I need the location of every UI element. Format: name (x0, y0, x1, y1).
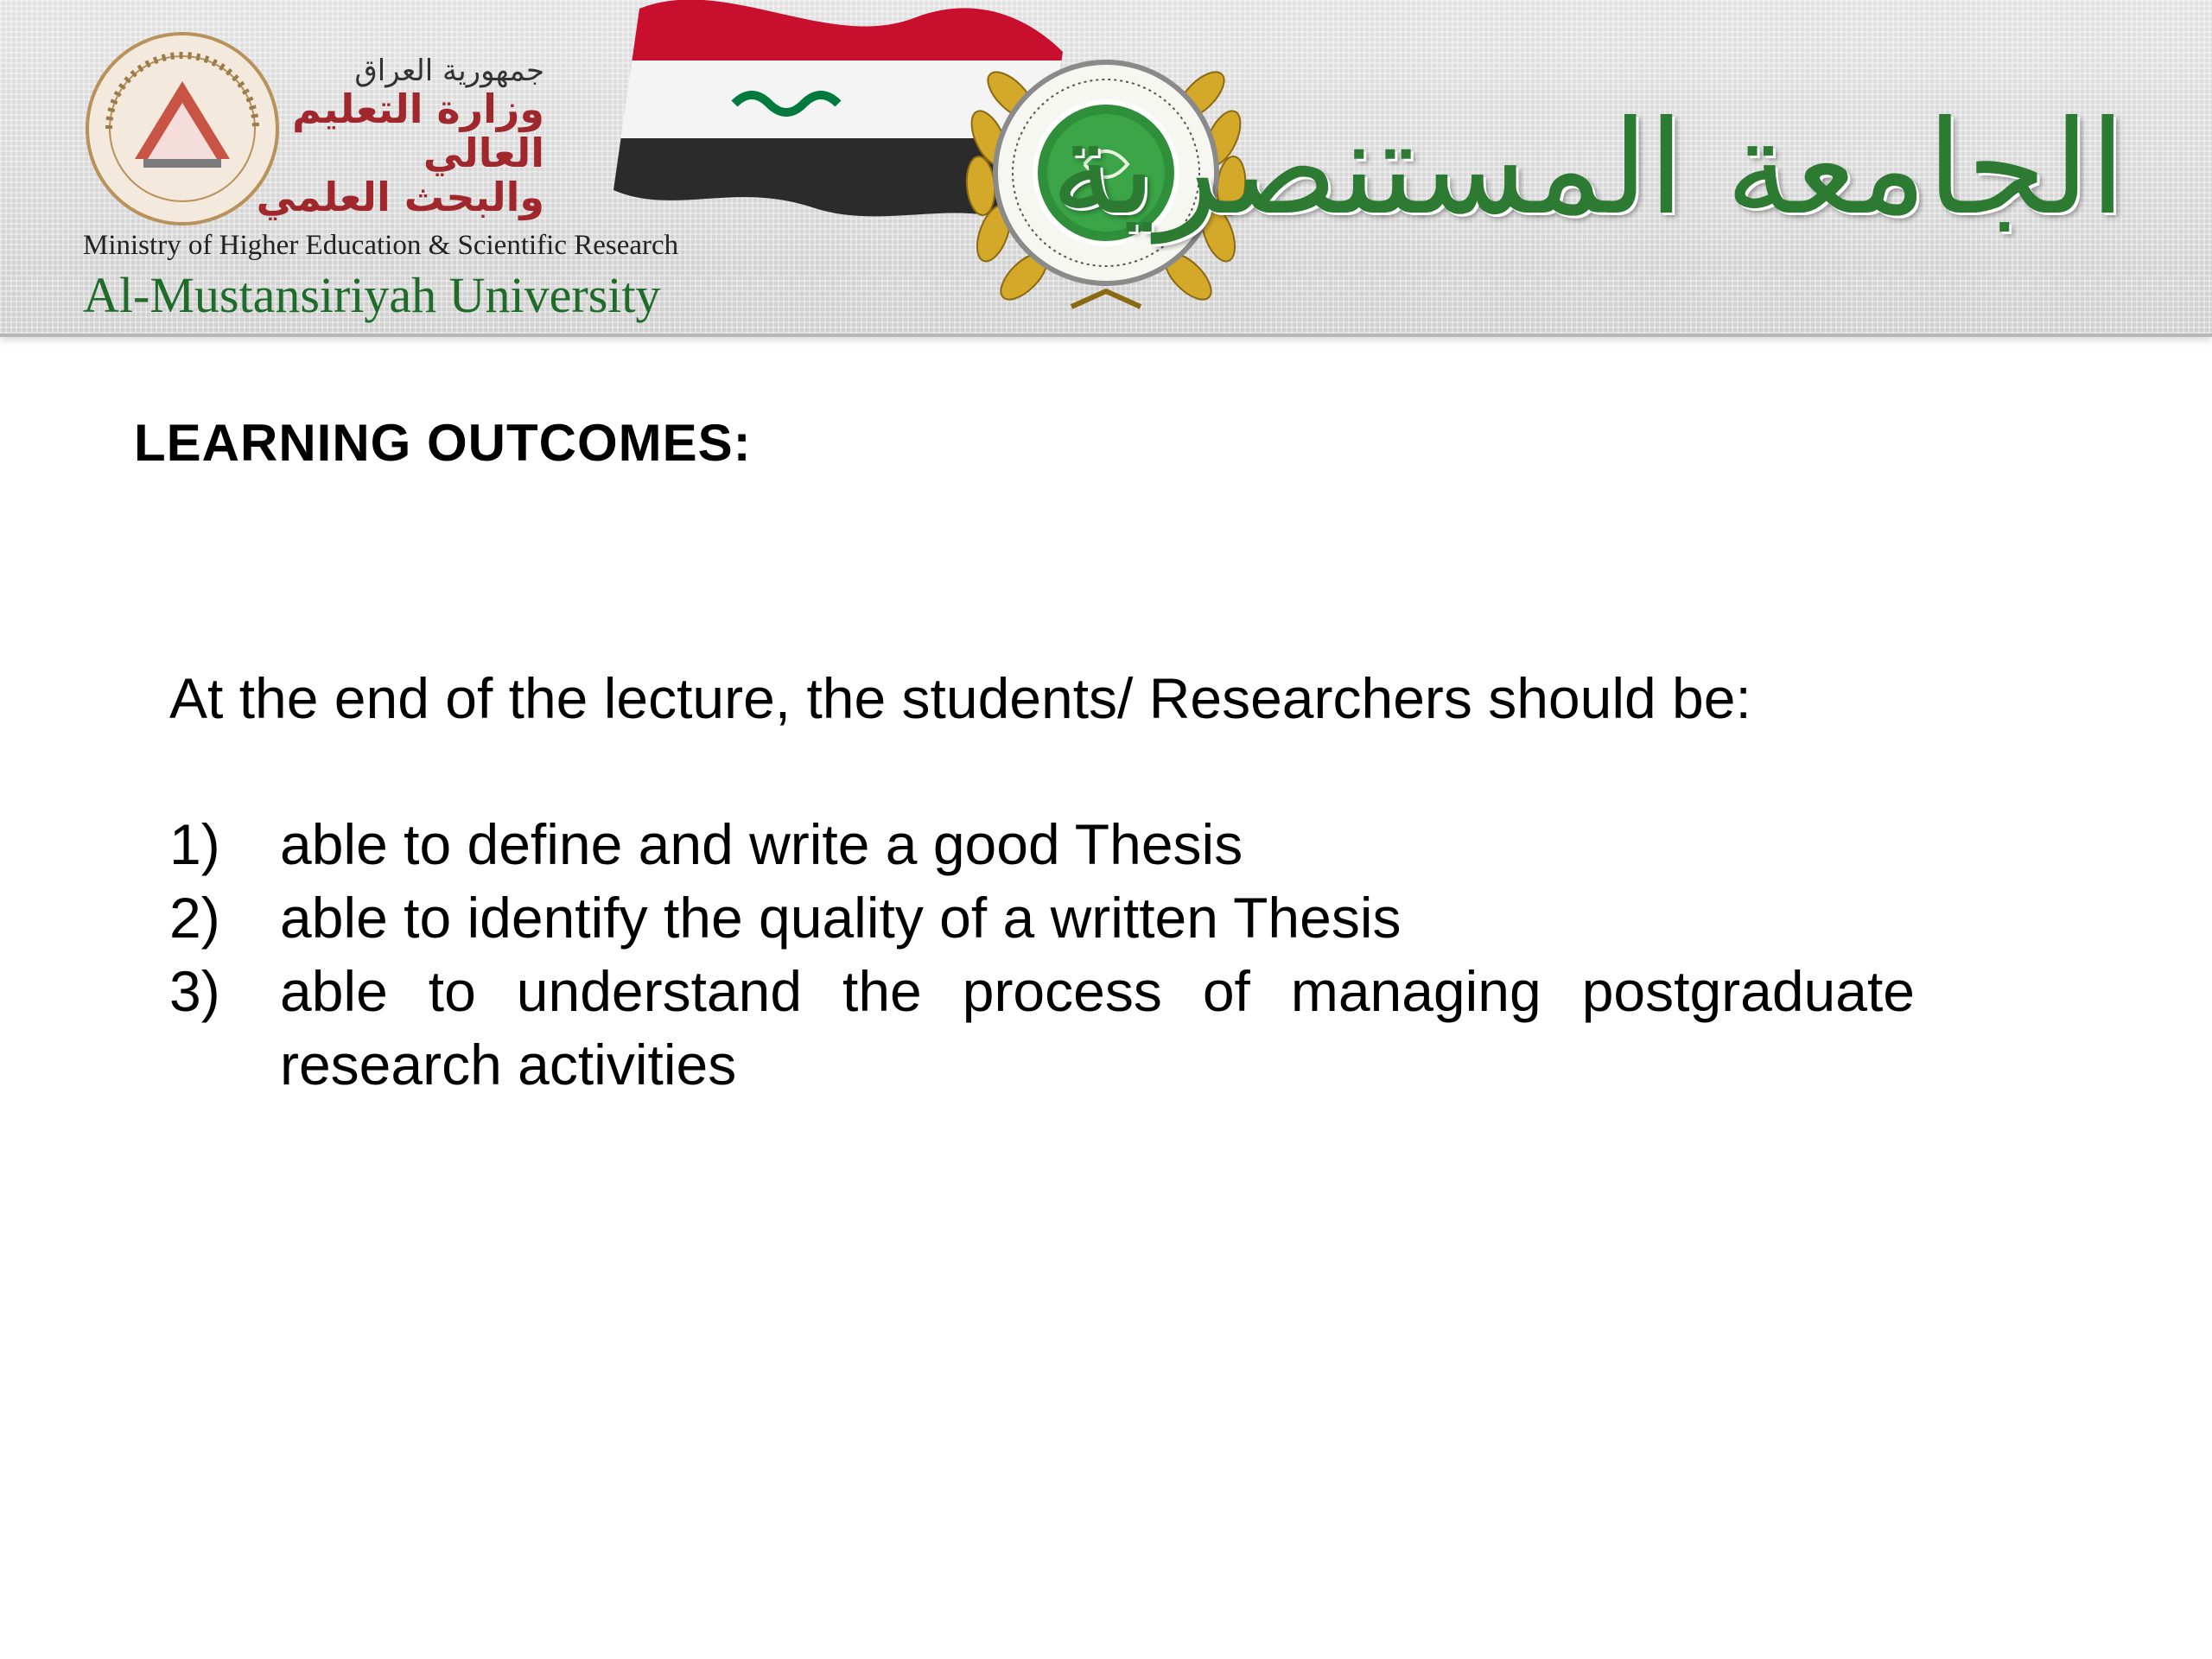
ministry-english-name: Ministry of Higher Education & Scientific Research (83, 230, 679, 261)
outcome-item-2 (169, 881, 1915, 955)
university-arabic-calligraphy: الجامعة المستنصرية (1050, 93, 2126, 244)
outcome-text: able to define and write a good Thesis (280, 812, 1243, 876)
intro-text: At the end of the lecture, the students/ Researchers should be: (169, 666, 1751, 730)
ministry-arabic-line-1: وزارة التعليم العالي (292, 86, 544, 176)
ministry-arabic-name (225, 55, 544, 219)
outcome-number: 2) (169, 886, 220, 950)
outcome-text: able to identify the quality of a written Thesis (280, 886, 1402, 950)
outcome-item-1 (169, 808, 1915, 881)
ministry-arabic-line-2: والبحث العلمي (256, 173, 544, 220)
outcome-number: 3) (169, 959, 220, 1023)
outcome-number: 1) (169, 812, 220, 876)
outcome-item-3 (169, 955, 1915, 1102)
outcome-text: able to understand the process of managing postgraduate research activities (280, 959, 1915, 1096)
university-english-name: Al-Mustansiriyah University (83, 267, 661, 323)
ministry-arabic-country: جمهورية العراق (354, 54, 544, 88)
learning-outcomes-list (169, 808, 1915, 1102)
header-banner (0, 0, 2212, 337)
section-title: LEARNING OUTCOMES: (134, 414, 752, 472)
